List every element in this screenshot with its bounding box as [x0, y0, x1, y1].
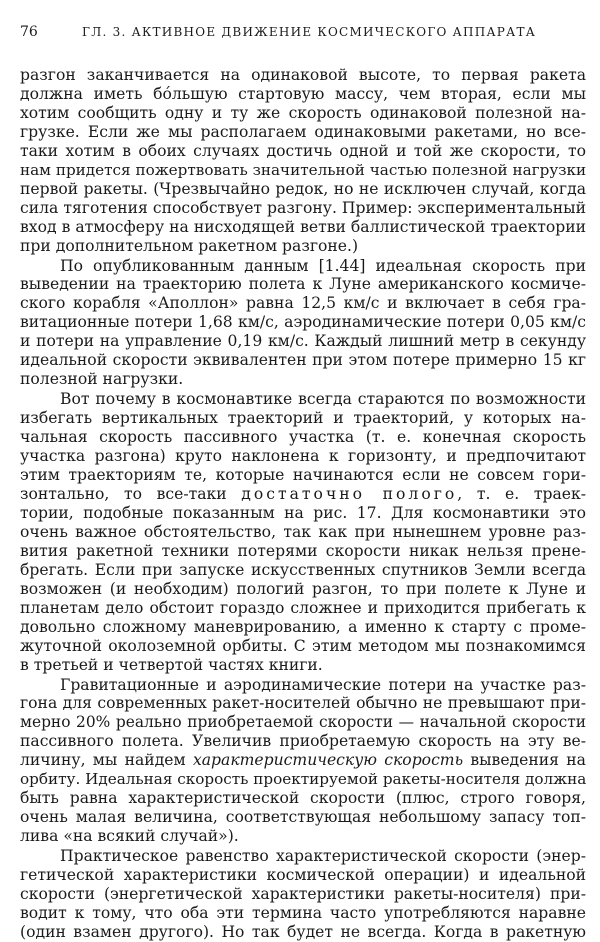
text-line: в третьей и четвертой частях книги. [20, 655, 323, 674]
paragraph-4 [20, 676, 586, 847]
text-fragment: личину, мы найдем [20, 751, 186, 770]
paragraph-5 [20, 847, 586, 942]
text-line: таки хотим в обоих случаях достичь одной и той же скорости, то [20, 141, 586, 160]
text-line: По опубликованным данным [1.44] идеальная скорость при [60, 256, 586, 275]
running-head [20, 24, 586, 50]
text-line: Практическое равенство характеристической скорости (энер- [60, 847, 586, 866]
text-line [20, 751, 586, 770]
text-line: очень важное обстоятельство, так как при нынешнем уровне раз- [20, 522, 586, 541]
text-line: орбиту. Идеальная скорость проектируемой ракеты-носителя должна [20, 770, 587, 789]
text-line: мерно 20% реально приобретаемой скорости — начальной скорости [20, 713, 586, 732]
chapter-title: ГЛ. 3. АКТИВНОЕ ДВИЖЕНИЕ КОСМИЧЕСКОГО АППАРАТА [82, 25, 537, 39]
text-line: быть равна характеристической скорости (плюс, строго говоря, [20, 789, 586, 808]
text-fragment: выведения на [470, 751, 586, 770]
text-line: сила тяготения способствует разгону. Пример: экспериментальный [20, 198, 586, 217]
text-line: водит к тому, что оба эти термина часто употребляются наравне [20, 903, 586, 922]
paragraph-3 [20, 390, 586, 674]
text-line: полезной нагрузки. [20, 370, 184, 389]
text-line: избегать вертикальных траекторий и траекторий, у которых на- [20, 409, 586, 428]
text-line: Гравитационные и аэродинамические потери на участке раз- [60, 675, 586, 694]
text-line: и потери на управление 0,19 км/с. Каждый лишний метр в секунду [20, 332, 586, 351]
text-line: этим траекториям те, которые начинаются если не совсем гори- [20, 466, 586, 485]
text-line: довольно сложному маневрированию, а именно к старту с проме- [20, 617, 586, 636]
spaced-emphasis: достаточно полого [241, 484, 458, 503]
text-line: планетам дело обстоит гораздо сложнее и приходится прибегать к [20, 598, 586, 617]
text-line: тории, подобные показанным на рис. 17. Для космонавтики это [20, 503, 586, 522]
text-line: вития ракетной техники потерями скорости никак нельзя прене- [20, 541, 586, 560]
text-line: первой ракеты. (Чрезвычайно редок, но не исключен случай, когда [20, 179, 586, 198]
text-line: гетической характеристики космической операции) и идеальной [20, 866, 586, 885]
paragraph-2 [20, 257, 586, 390]
text-line: брегать. Если при запуске искусственных спутников Земли всегда [20, 560, 586, 579]
text-line: при дополнительном ракетном разгоне.) [20, 236, 359, 255]
page-number: 76 [20, 24, 38, 40]
text-line: ского корабля «Аполлон» равна 12,5 км/с и включает в себя гра- [20, 294, 586, 313]
text-line: вход в атмосферу на нисходящей ветви баллистической траектории [20, 217, 586, 236]
body-text [20, 66, 586, 942]
text-line: должна иметь бо́льшую стартовую массу, чем вторая, если мы [20, 84, 586, 103]
text-line: чальная скорость пассивного участка (т. е. конечная скорость [20, 428, 586, 447]
text-line: лива «на всякий случай»). [20, 827, 239, 846]
text-line: участка разгона) круто наклонена к горизонту, и предпочитают [20, 447, 586, 466]
text-line: пассивного полета. Увеличив приобретаемую скорость на эту ве- [20, 732, 586, 751]
text-line: витационные потери 1,68 км/с, аэродинамические потери 0,05 км/с [20, 313, 586, 332]
text-line: Вот почему в космонавтике всегда стараются по возможности [60, 390, 586, 409]
italic-emphasis: характеристическую скорость [192, 751, 464, 770]
text-line: идеальной скорости эквивалентен при этом потере примерно 15 кг [20, 351, 586, 370]
text-line: хотим сообщить одну и ту же скорость одинаковой полезной на- [20, 103, 586, 122]
text-line: гона для современных ракет-носителей обычно не превышают при- [20, 694, 586, 713]
text-line: (один взамен другого). Но так будет не всегда. Когда в ракетную [20, 922, 586, 941]
text-line: возможен (и необходим) пологий разгон, то при полете к Луне и [20, 579, 586, 598]
text-line [20, 485, 586, 504]
text-line: жуточной околоземной орбиты. С этим методом мы познакомимся [20, 636, 586, 655]
text-line: разгон заканчивается на одинаковой высоте, то первая ракета [20, 66, 586, 84]
text-fragment: зонтально, то все-таки [20, 484, 227, 503]
text-line: грузке. Если же мы располагаем одинаковыми ракетами, но все- [20, 122, 586, 141]
text-line: нам придется пожертвовать значительной частью полезной нагрузки [20, 160, 587, 179]
text-line: скорости (энергетической характеристики ракеты-носителя) при- [20, 884, 586, 903]
text-line: выведении на траекторию полета к Луне американского космиче- [20, 275, 586, 294]
paragraph-1 [20, 66, 586, 256]
text-line: очень малая величина, соответствующая небольшому запасу топ- [20, 808, 586, 827]
text-fragment: , т. е. траек- [457, 484, 586, 503]
